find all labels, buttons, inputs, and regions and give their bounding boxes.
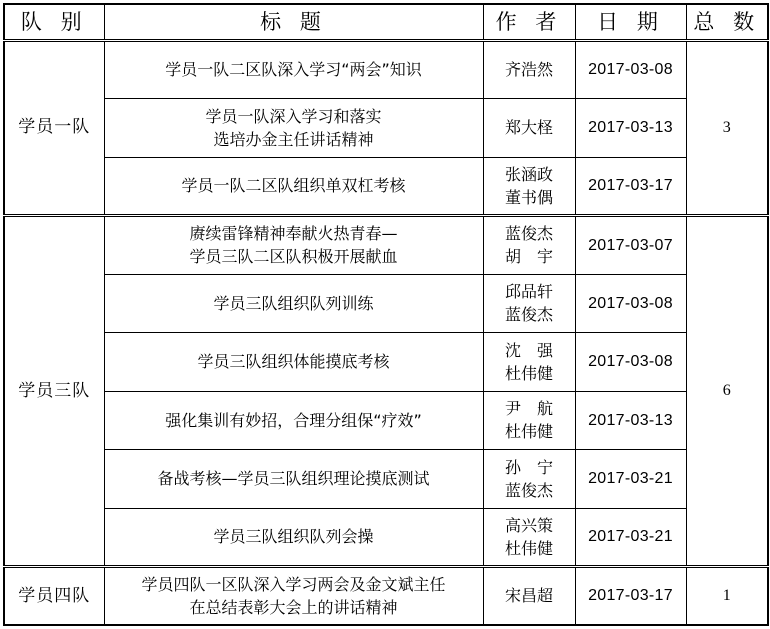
title-cell xyxy=(104,99,483,158)
team-cell: 学员三队 xyxy=(4,216,104,567)
title-line: 学员一队二区队组织单双杠考核 xyxy=(181,176,406,196)
title-line: 学员一队深入学习和落实 xyxy=(205,106,382,126)
title-line: 学员三队二区队积极开展献血 xyxy=(189,247,398,267)
table-row xyxy=(4,99,768,158)
title-cell xyxy=(104,274,483,333)
title-cell xyxy=(104,567,483,626)
date-cell: 2017-03-08 xyxy=(575,333,686,392)
author-cell xyxy=(483,274,575,333)
table-row xyxy=(4,391,768,450)
table-row xyxy=(4,567,768,626)
date-cell: 2017-03-13 xyxy=(575,391,686,450)
team-cell: 学员一队 xyxy=(4,40,104,216)
date-cell: 2017-03-13 xyxy=(575,99,686,158)
title-cell xyxy=(104,508,483,567)
author-name: 杜伟健 xyxy=(504,363,553,383)
title-line: 选培办金主任讲话精神 xyxy=(213,129,374,149)
title-line: 赓续雷锋精神奉献火热青春— xyxy=(189,224,398,244)
table-body xyxy=(4,40,768,625)
table-row xyxy=(4,274,768,333)
title-cell xyxy=(104,391,483,450)
author-cell xyxy=(483,40,575,99)
team-cell: 学员四队 xyxy=(4,567,104,626)
author-cell xyxy=(483,99,575,158)
author-name: 杜伟健 xyxy=(504,422,553,442)
table-row xyxy=(4,157,768,216)
author-name: 蓝俊杰 xyxy=(504,480,553,500)
table-row xyxy=(4,40,768,99)
header-author: 作 者 xyxy=(483,4,575,40)
title-cell xyxy=(104,157,483,216)
title-line: 学员三队组织体能摸底考核 xyxy=(197,352,390,372)
author-name: 尹 航 xyxy=(504,399,553,419)
header-team: 队 别 xyxy=(4,4,104,40)
title-line: 备战考核—学员三队组织理论摸底测试 xyxy=(157,469,430,489)
author-cell xyxy=(483,216,575,275)
report-table xyxy=(3,3,769,626)
author-name: 齐浩然 xyxy=(504,60,553,80)
author-cell xyxy=(483,567,575,626)
author-name: 高兴策 xyxy=(504,515,553,535)
title-cell xyxy=(104,450,483,509)
author-name: 蓝俊杰 xyxy=(504,305,553,325)
date-cell: 2017-03-07 xyxy=(575,216,686,275)
author-cell xyxy=(483,333,575,392)
author-name: 杜伟健 xyxy=(504,538,553,558)
header-title: 标 题 xyxy=(104,4,483,40)
total-cell: 1 xyxy=(686,567,768,626)
header-date: 日 期 xyxy=(575,4,686,40)
author-cell xyxy=(483,391,575,450)
author-name: 孙 宁 xyxy=(504,457,553,477)
author-name: 郑大柽 xyxy=(504,118,553,138)
title-line: 学员三队组织队列会操 xyxy=(213,527,374,547)
author-name: 宋昌超 xyxy=(504,586,553,606)
total-cell: 3 xyxy=(686,40,768,216)
date-cell: 2017-03-08 xyxy=(575,274,686,333)
author-name: 沈 强 xyxy=(504,340,553,360)
title-line: 强化集训有妙招，合理分组保“疗效” xyxy=(165,410,422,430)
table-row xyxy=(4,216,768,275)
author-cell xyxy=(483,508,575,567)
title-line: 在总结表彰大会上的讲话精神 xyxy=(189,598,398,617)
date-cell: 2017-03-08 xyxy=(575,40,686,99)
title-cell xyxy=(104,333,483,392)
author-name: 胡 宇 xyxy=(504,247,553,267)
date-cell: 2017-03-17 xyxy=(575,567,686,626)
title-line: 学员四队一区队深入学习两会及金文斌主任 xyxy=(141,574,446,594)
total-cell: 6 xyxy=(686,216,768,567)
date-cell: 2017-03-21 xyxy=(575,450,686,509)
author-name: 邱品轩 xyxy=(504,282,553,302)
table-row xyxy=(4,450,768,509)
header-row xyxy=(4,4,768,40)
author-cell xyxy=(483,450,575,509)
author-name: 董书偶 xyxy=(504,187,553,207)
author-name: 蓝俊杰 xyxy=(504,224,553,244)
author-cell xyxy=(483,157,575,216)
date-cell: 2017-03-21 xyxy=(575,508,686,567)
title-cell xyxy=(104,216,483,275)
author-name: 张涵政 xyxy=(504,164,553,184)
table-row xyxy=(4,333,768,392)
date-cell: 2017-03-17 xyxy=(575,157,686,216)
table-row xyxy=(4,508,768,567)
title-line: 学员三队组织队列训练 xyxy=(213,293,374,313)
title-cell xyxy=(104,40,483,99)
title-line: 学员一队二区队深入学习“两会”知识 xyxy=(165,60,422,80)
header-total: 总 数 xyxy=(686,4,768,40)
